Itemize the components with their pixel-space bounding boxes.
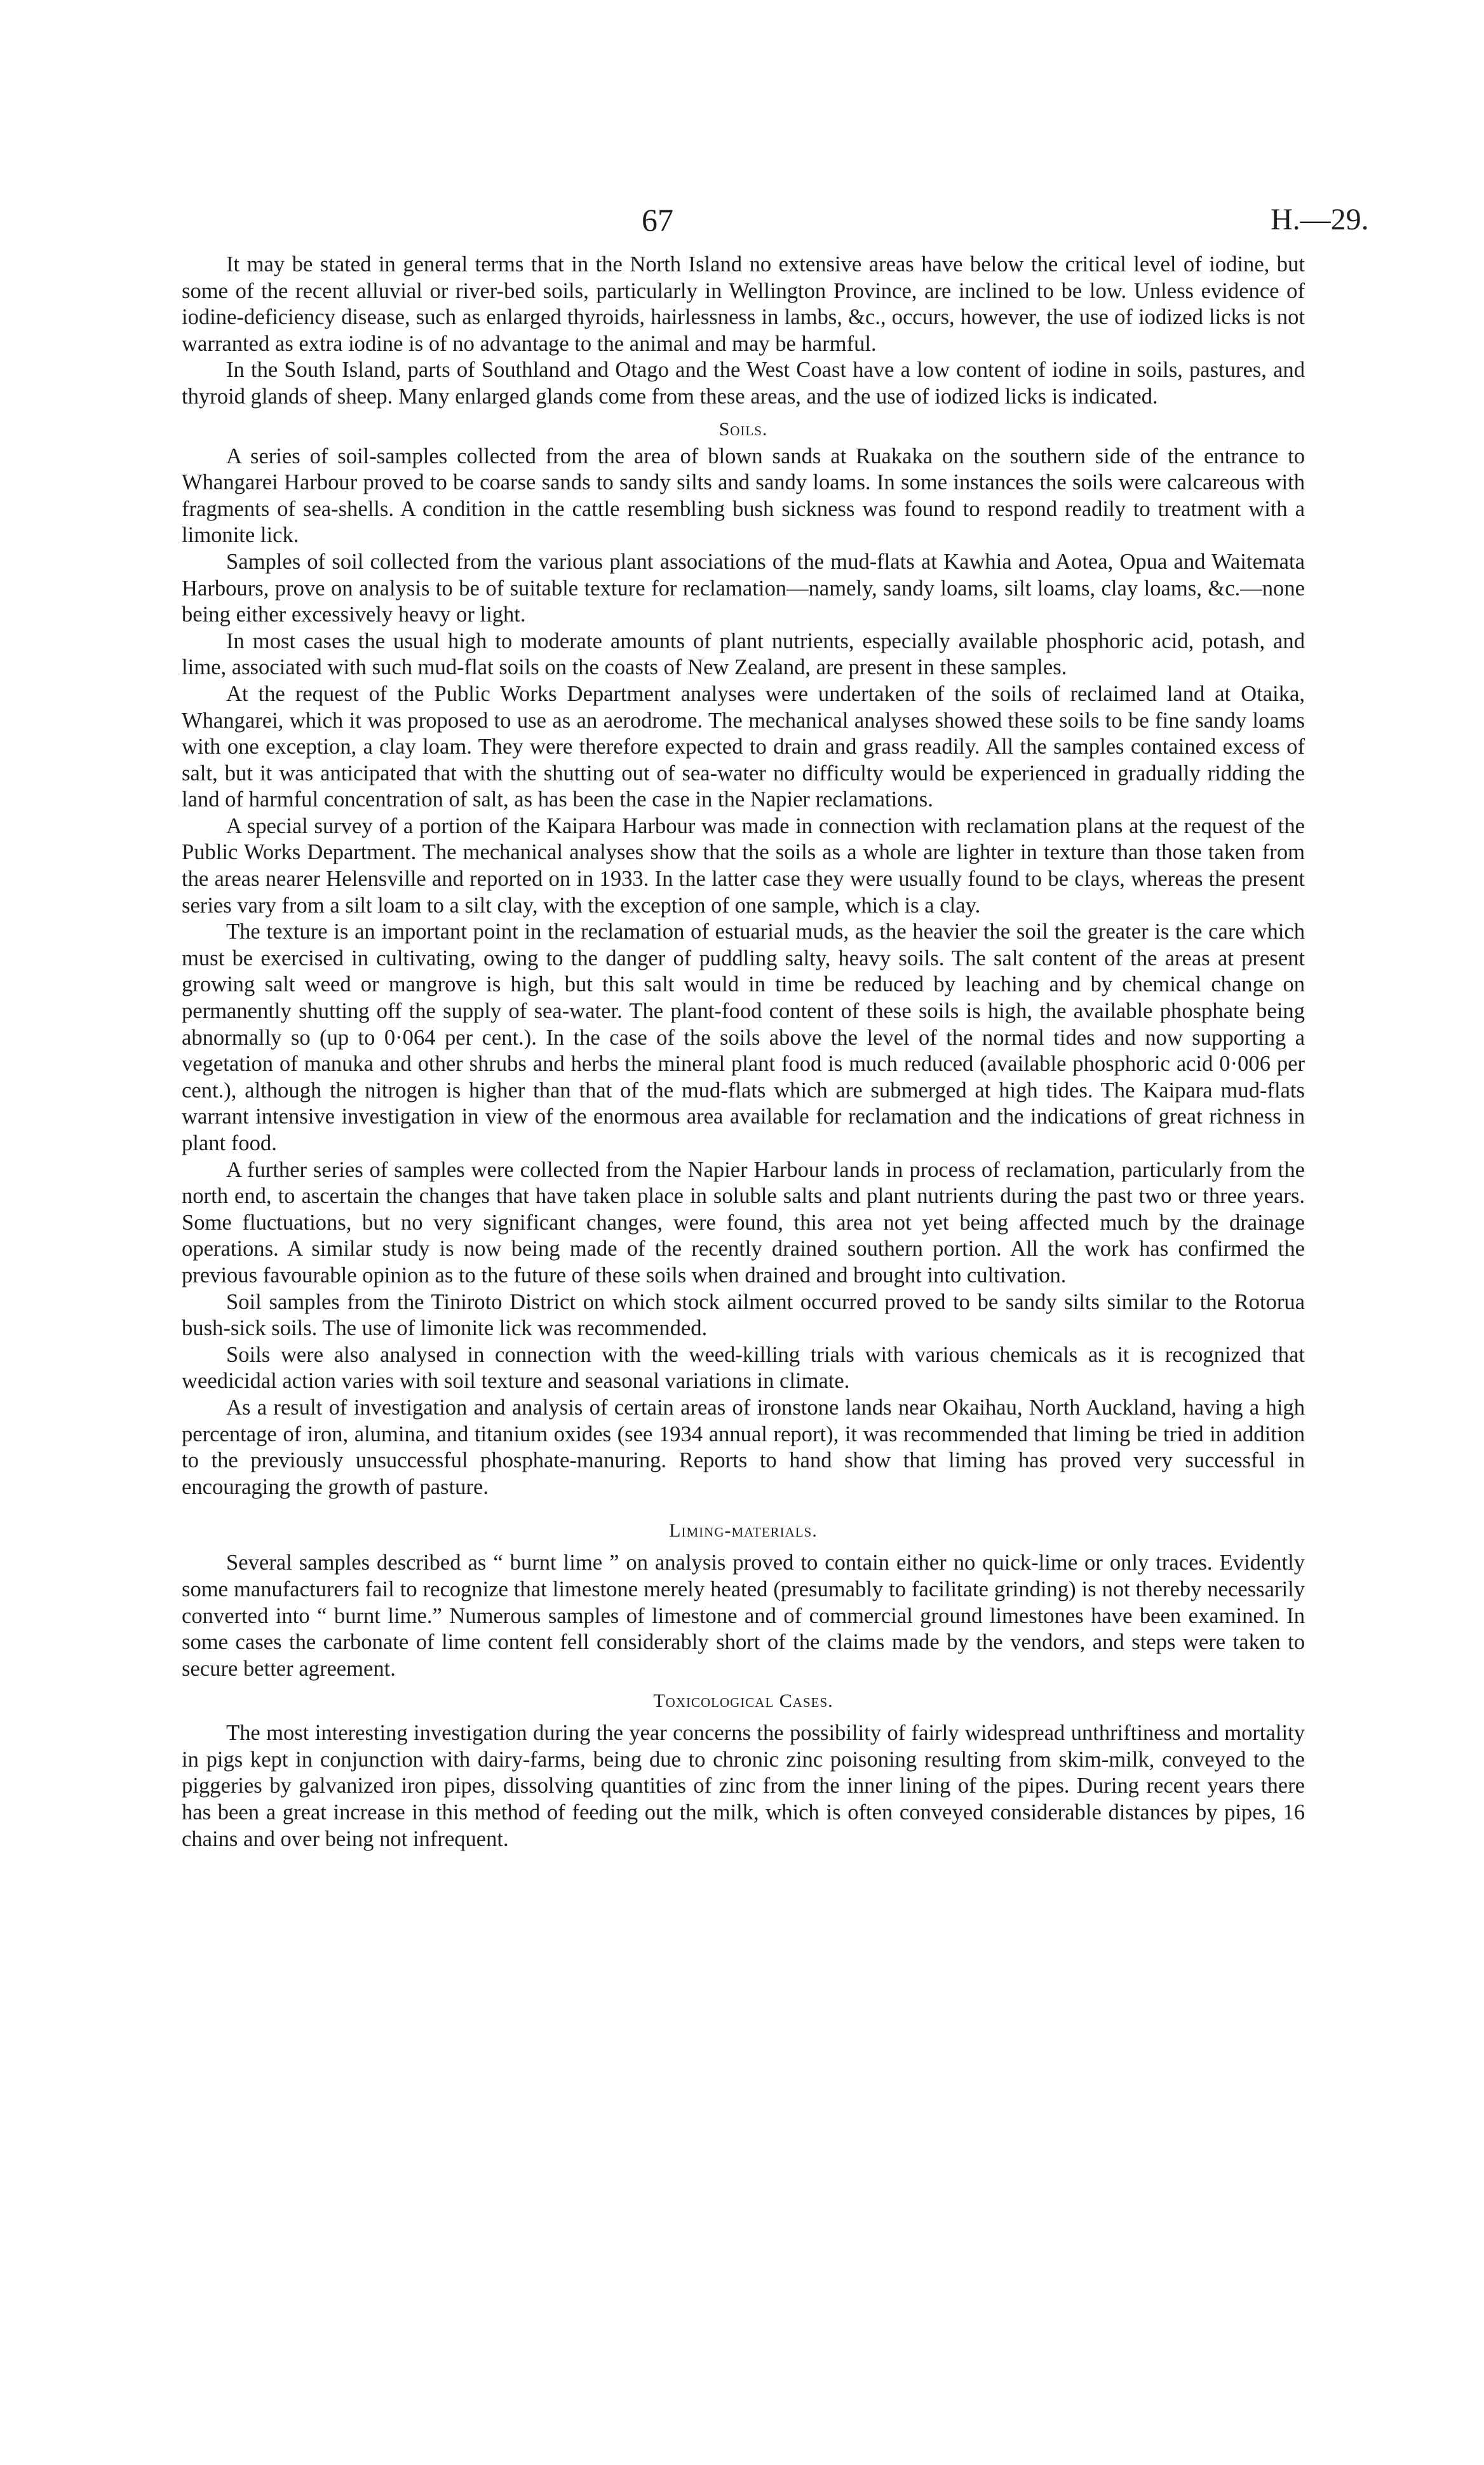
paragraph: It may be stated in general terms that in the North Island no extensive areas have below the critical level of iodine, but some of the recent alluvial or river-bed soils, particularly in Wellington Province, are inclined to be low. Unless evidence of iodine-deficiency disease, such as enlarged thyroids, hairlessness in lambs, &c., occurs, however, the use of iodized licks is not warranted as extra iodine is of no advantage to the animal and may be harmful. xyxy=(182,252,1305,356)
page-number: 67 xyxy=(642,202,673,238)
paragraph: Soils were also analysed in connection with the weed-killing trials with various chemicals as it is recognized that weedicidal action varies with soil texture and seasonal variations in climate. xyxy=(182,1342,1305,1394)
document-reference: H.—29. xyxy=(1271,203,1369,236)
paragraph: As a result of investigation and analysis of certain areas of ironstone lands near Okaihau, North Auckland, having a high percentage of iron, alumina, and titanium oxides (see 1934 annual report), it was recommended that liming be tried in addition to the previously unsuccessful phosphate-manuring. Reports to hand show that liming has proved very successful in encouraging the growth of pasture. xyxy=(182,1395,1305,1499)
paragraph: In most cases the usual high to moderate amounts of plant nutrients, especially available phosphoric acid, potash, and lime, associated with such mud-flat soils on the coasts of New Zealand, are present in these samples. xyxy=(182,628,1305,680)
paragraph: A special survey of a portion of the Kaipara Harbour was made in connection with reclamation plans at the request of the Public Works Department. The mechanical analyses show that the soils as a whole are lighter in texture than those taken from the areas nearer Helensville and reported on in 1933. In the latter case they were usually found to be clays, whereas the present series vary from a silt loam to a silt clay, with the exception of one sample, which is a clay. xyxy=(182,813,1305,918)
paragraph: At the request of the Public Works Department analyses were undertaken of the soils of reclaimed land at Otaika, Whangarei, which it was proposed to use as an aerodrome. The mechanical analyses showed these soils to be fine sandy loams with one exception, a clay loam. They were therefore expected to drain and grass readily. All the samples contained excess of salt, but it was anticipated that with the shutting out of sea-water no difficulty would be experienced in gradually ridding the land of harmful concentration of salt, as has been the case in the Napier reclamations. xyxy=(182,681,1305,812)
section-heading-soils: Soils. xyxy=(718,418,768,440)
paragraph: Several samples described as “ burnt lime ” on analysis proved to contain either no quick-lime or only traces. Evidently some manufacturers fail to recognize that limestone merely heated (presumably to facilitate grinding) is not thereby necessarily converted into “ burnt lime.” Numerous samples of limestone and of commercial ground limestones have been examined. In some cases the carbonate of lime content fell considerably short of the claims made by the vendors, and steps were taken to secure better agreement. xyxy=(182,1551,1305,1681)
paragraph: In the South Island, parts of Southland and Otago and the West Coast have a low content of iodine in soils, pastures, and thyroid glands of sheep. Many enlarged glands come from these areas, and the use of iodized licks is indicated. xyxy=(182,358,1305,409)
section-heading-toxicological-cases: Toxicological Cases. xyxy=(653,1690,833,1712)
paragraph: Soil samples from the Tiniroto District on which stock ailment occurred proved to be sandy silts similar to the Rotorua bush-sick soils. The use of limonite lick was recommended. xyxy=(182,1289,1305,1341)
paragraph: A further series of samples were collected from the Napier Harbour lands in process of reclamation, particularly from the north end, to ascertain the changes that have taken place in soluble salts and plant nutrients during the past two or three years. Some fluctuations, but no very significant changes, were found, this area not yet being affected much by the drainage operations. A similar study is now being made of the recently drained southern portion. All the work has confirmed the previous favourable opinion as to the future of these soils when drained and brought into cultivation. xyxy=(182,1157,1305,1287)
paragraph: Samples of soil collected from the various plant associations of the mud-flats at Kawhia and Aotea, Opua and Waitemata Harbours, prove on analysis to be of suitable texture for reclamation—namely, sandy loams, silt loams, clay loams, &c.—none being either excessively heavy or light. xyxy=(182,549,1305,627)
body-text xyxy=(182,252,1305,1852)
section-heading-liming-materials: Liming-materials. xyxy=(669,1520,818,1542)
paragraph: The most interesting investigation during the year concerns the possibility of fairly widespread unthriftiness and mortality in pigs kept in conjunction with dairy-farms, being due to chronic zinc poisoning resulting from skim-milk, conveyed to the piggeries by galvanized iron pipes, dissolving quantities of zinc from the inner lining of the pipes. During recent years there has been a great increase in this method of feeding out the milk, which is often conveyed considerable distances by pipes, 16 chains and over being not infrequent. xyxy=(182,1721,1305,1851)
paragraph: A series of soil-samples collected from the area of blown sands at Ruakaka on the southern side of the entrance to Whangarei Harbour proved to be coarse sands to sandy silts and sandy loams. In some instances the soils were calcareous with fragments of sea-shells. A condition in the cattle resembling bush sickness was found to respond readily to treatment with a limonite lick. xyxy=(182,444,1305,548)
paragraph: The texture is an important point in the reclamation of estuarial muds, as the heavier the soil the greater is the care which must be exercised in cultivating, owing to the danger of puddling salty, heavy soils. The salt content of the areas at present growing salt weed or mangrove is high, but this salt would in time be reduced by leaching and by chemical change on permanently shutting off the supply of sea-water. The plant-food content of these soils is high, the available phosphate being abnormally so (up to 0·064 per cent.). In the case of the soils above the level of the normal tides and now supporting a vegetation of manuka and other shrubs and herbs the mineral plant food is much reduced (available phosphoric acid 0·006 per cent.), although the nitrogen is higher than that of the mud-flats which are submerged at high tides. The Kaipara mud-flats warrant intensive investigation in view of the enormous area available for reclamation and the indications of great richness in plant food. xyxy=(182,920,1305,1155)
